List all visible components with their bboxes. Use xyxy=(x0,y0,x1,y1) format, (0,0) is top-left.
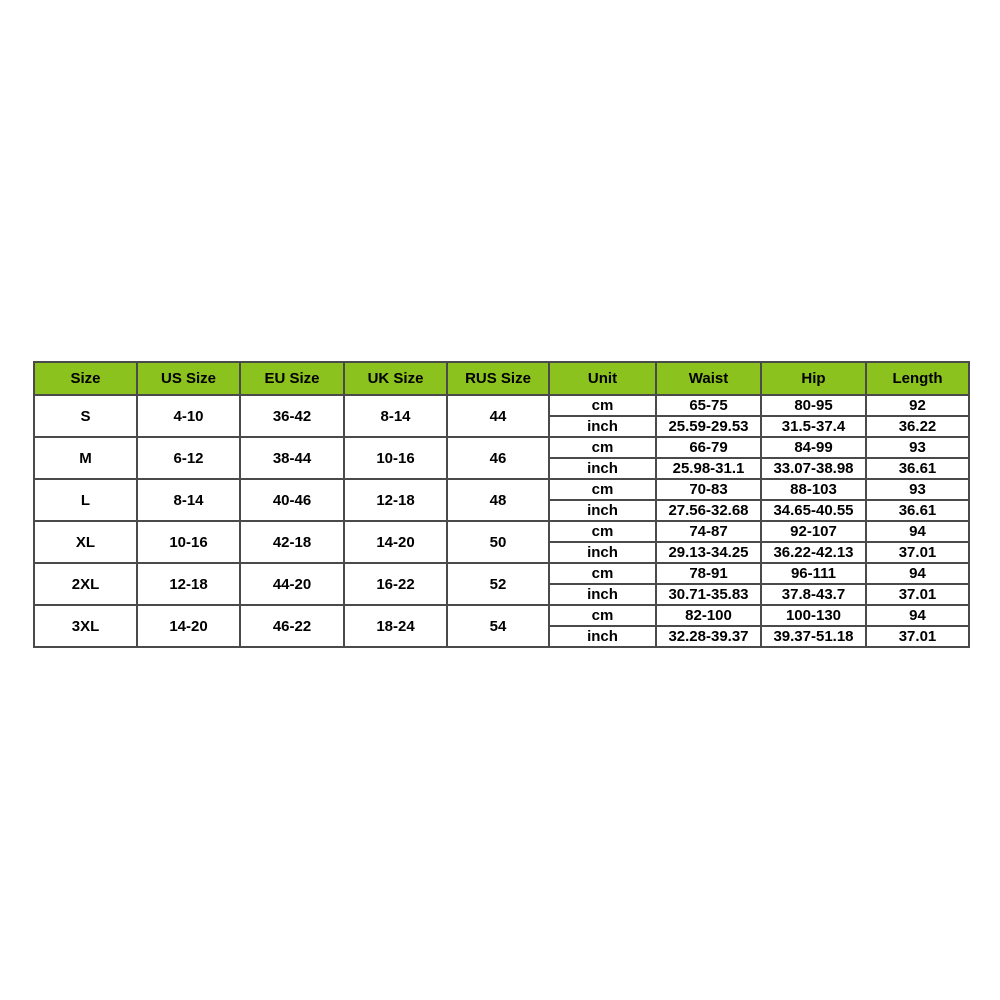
hip-cell: 100-130 xyxy=(761,605,866,626)
uk-size-cell: 16-22 xyxy=(344,563,447,605)
eu-size-cell: 36-42 xyxy=(240,395,344,437)
col-header-unit: Unit xyxy=(549,362,656,395)
waist-cell: 29.13-34.25 xyxy=(656,542,761,563)
hip-cell: 31.5-37.4 xyxy=(761,416,866,437)
header-row xyxy=(34,362,969,395)
col-header-size: Size xyxy=(34,362,137,395)
col-header-us-size: US Size xyxy=(137,362,240,395)
us-size-cell: 6-12 xyxy=(137,437,240,479)
length-cell: 94 xyxy=(866,605,969,626)
waist-cell: 27.56-32.68 xyxy=(656,500,761,521)
uk-size-cell: 10-16 xyxy=(344,437,447,479)
hip-cell: 39.37-51.18 xyxy=(761,626,866,647)
rus-size-cell: 54 xyxy=(447,605,549,647)
table-row xyxy=(34,395,969,416)
length-cell: 37.01 xyxy=(866,626,969,647)
length-cell: 36.61 xyxy=(866,458,969,479)
hip-cell: 96-111 xyxy=(761,563,866,584)
table-row xyxy=(34,521,969,542)
uk-size-cell: 12-18 xyxy=(344,479,447,521)
us-size-cell: 12-18 xyxy=(137,563,240,605)
length-cell: 94 xyxy=(866,563,969,584)
col-header-waist: Waist xyxy=(656,362,761,395)
unit-cell: cm xyxy=(549,605,656,626)
hip-cell: 88-103 xyxy=(761,479,866,500)
rus-size-cell: 48 xyxy=(447,479,549,521)
table-row xyxy=(34,479,969,500)
us-size-cell: 10-16 xyxy=(137,521,240,563)
length-cell: 36.61 xyxy=(866,500,969,521)
us-size-cell: 8-14 xyxy=(137,479,240,521)
unit-cell: inch xyxy=(549,416,656,437)
table-row xyxy=(34,437,969,458)
uk-size-cell: 8-14 xyxy=(344,395,447,437)
unit-cell: inch xyxy=(549,626,656,647)
waist-cell: 70-83 xyxy=(656,479,761,500)
length-cell: 36.22 xyxy=(866,416,969,437)
waist-cell: 32.28-39.37 xyxy=(656,626,761,647)
waist-cell: 30.71-35.83 xyxy=(656,584,761,605)
size-cell: 2XL xyxy=(34,563,137,605)
waist-cell: 78-91 xyxy=(656,563,761,584)
waist-cell: 25.98-31.1 xyxy=(656,458,761,479)
eu-size-cell: 44-20 xyxy=(240,563,344,605)
size-cell: S xyxy=(34,395,137,437)
us-size-cell: 4-10 xyxy=(137,395,240,437)
uk-size-cell: 18-24 xyxy=(344,605,447,647)
table-row xyxy=(34,563,969,584)
table-row xyxy=(34,605,969,626)
hip-cell: 80-95 xyxy=(761,395,866,416)
col-header-hip: Hip xyxy=(761,362,866,395)
rus-size-cell: 46 xyxy=(447,437,549,479)
length-cell: 93 xyxy=(866,479,969,500)
waist-cell: 82-100 xyxy=(656,605,761,626)
length-cell: 37.01 xyxy=(866,542,969,563)
size-chart-table xyxy=(33,361,970,648)
length-cell: 37.01 xyxy=(866,584,969,605)
length-cell: 94 xyxy=(866,521,969,542)
us-size-cell: 14-20 xyxy=(137,605,240,647)
size-cell: XL xyxy=(34,521,137,563)
hip-cell: 33.07-38.98 xyxy=(761,458,866,479)
hip-cell: 36.22-42.13 xyxy=(761,542,866,563)
col-header-uk-size: UK Size xyxy=(344,362,447,395)
unit-cell: inch xyxy=(549,542,656,563)
waist-cell: 74-87 xyxy=(656,521,761,542)
unit-cell: inch xyxy=(549,584,656,605)
unit-cell: cm xyxy=(549,437,656,458)
rus-size-cell: 52 xyxy=(447,563,549,605)
length-cell: 93 xyxy=(866,437,969,458)
size-cell: L xyxy=(34,479,137,521)
hip-cell: 37.8-43.7 xyxy=(761,584,866,605)
length-cell: 92 xyxy=(866,395,969,416)
hip-cell: 34.65-40.55 xyxy=(761,500,866,521)
eu-size-cell: 40-46 xyxy=(240,479,344,521)
unit-cell: inch xyxy=(549,500,656,521)
hip-cell: 92-107 xyxy=(761,521,866,542)
size-cell: M xyxy=(34,437,137,479)
uk-size-cell: 14-20 xyxy=(344,521,447,563)
unit-cell: cm xyxy=(549,521,656,542)
eu-size-cell: 38-44 xyxy=(240,437,344,479)
waist-cell: 25.59-29.53 xyxy=(656,416,761,437)
waist-cell: 66-79 xyxy=(656,437,761,458)
eu-size-cell: 42-18 xyxy=(240,521,344,563)
rus-size-cell: 50 xyxy=(447,521,549,563)
unit-cell: inch xyxy=(549,458,656,479)
eu-size-cell: 46-22 xyxy=(240,605,344,647)
col-header-eu-size: EU Size xyxy=(240,362,344,395)
col-header-rus-size: RUS Size xyxy=(447,362,549,395)
size-cell: 3XL xyxy=(34,605,137,647)
unit-cell: cm xyxy=(549,563,656,584)
rus-size-cell: 44 xyxy=(447,395,549,437)
unit-cell: cm xyxy=(549,395,656,416)
hip-cell: 84-99 xyxy=(761,437,866,458)
waist-cell: 65-75 xyxy=(656,395,761,416)
col-header-length: Length xyxy=(866,362,969,395)
unit-cell: cm xyxy=(549,479,656,500)
